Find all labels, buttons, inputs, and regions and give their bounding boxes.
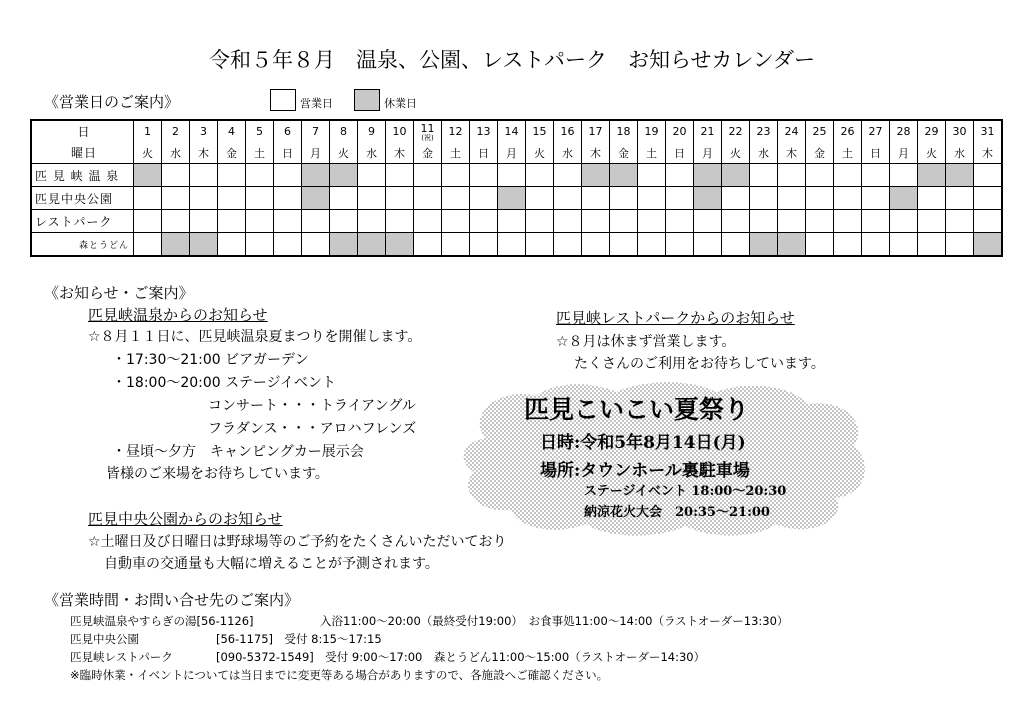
calendar-weekday: 金 [414,142,442,164]
open-day-cell [666,210,694,233]
open-day-cell [330,210,358,233]
calendar-day-number: 12 [442,120,470,142]
open-day-cell [554,210,582,233]
restpark-line: ☆８月は休まず営業します。 [556,334,736,350]
open-day-cell [554,233,582,257]
open-day-cell [694,233,722,257]
restpark-notice-heading: 匹見峡レストパークからのお知らせ [556,309,795,327]
open-day-cell [358,164,386,187]
page-title: 令和５年８月 温泉、公園、レストパーク お知らせカレンダー [209,48,815,72]
closed-day-cell [134,164,162,187]
legend-closed-swatch [354,89,380,111]
contact-park-detail: [56-1175] 受付 8:15～17:15 [216,632,382,646]
open-day-cell [890,164,918,187]
open-day-cell [918,187,946,210]
open-day-cell [722,233,750,257]
closed-day-cell [778,233,806,257]
onsen-line: フラダンス・・・アロハフレンズ [208,421,417,437]
open-day-cell [442,164,470,187]
calendar-day-number: 29 [918,120,946,142]
contact-park-name: 匹見中央公園 [70,632,139,646]
calendar-weekday: 土 [638,142,666,164]
open-day-cell [358,210,386,233]
business-calendar [30,119,1003,257]
open-day-cell [470,210,498,233]
open-day-cell [470,164,498,187]
onsen-notice-heading: 匹見峡温泉からのお知らせ [88,306,268,324]
calendar-day-number: 7 [302,120,330,142]
open-day-cell [218,233,246,257]
open-day-cell [890,210,918,233]
calendar-day-number: 19 [638,120,666,142]
calendar-weekday: 土 [442,142,470,164]
open-day-cell [750,187,778,210]
calendar-weekday: 火 [918,142,946,164]
open-day-cell [162,187,190,210]
open-day-cell [414,210,442,233]
calendar-day-number: 3 [190,120,218,142]
notices-heading: 《お知らせ・ご案内》 [44,284,194,302]
closed-day-cell [974,233,1003,257]
park-line: 自動車の交通量も大幅に増えることが予測されます。 [104,556,439,572]
calendar-facility-row [31,210,1002,233]
open-day-cell [274,233,302,257]
calendar-weekday: 日 [470,142,498,164]
open-day-cell [862,187,890,210]
closed-day-cell [750,233,778,257]
open-day-cell [918,210,946,233]
calendar-weekday: 日 [274,142,302,164]
holiday-mark: (祝) [421,133,434,142]
restpark-line: たくさんのご利用をお待ちしています。 [574,356,825,372]
calendar-day-number: 28 [890,120,918,142]
contact-restpark-detail: [090-5372-1549] 受付 9:00～17:00 森とうどん11:00～15:00（ラストオーダー14:30） [216,650,706,664]
open-day-cell [638,233,666,257]
open-day-cell [246,187,274,210]
open-day-cell [246,233,274,257]
calendar-facility-row [31,164,1002,187]
open-day-cell [778,210,806,233]
open-day-cell [134,187,162,210]
open-day-cell [386,164,414,187]
calendar-weekday-row [31,142,1002,164]
onsen-line: ・昼頃～夕方 キャンピングカー展示会 [112,444,364,460]
open-day-cell [610,233,638,257]
open-day-cell [358,187,386,210]
calendar-day-number: 30 [946,120,974,142]
contact-heading: 《営業時間・お問い合せ先のご案内》 [44,591,300,609]
contact-note: ※臨時休業・イベントについては当日までに変更等ある場合がありますので、各施設へご確認ください。 [70,668,609,682]
open-day-cell [750,210,778,233]
calendar-day-number: 17 [582,120,610,142]
legend-open-label: 営業日 [300,97,333,110]
facility-label: 匹 見 峡 温 泉 [31,164,134,187]
open-day-cell [526,164,554,187]
open-day-cell [974,164,1003,187]
open-day-cell [666,233,694,257]
closed-day-cell [946,164,974,187]
open-day-cell [582,233,610,257]
facility-label: レストパーク [31,210,134,233]
closed-day-cell [890,187,918,210]
closed-day-cell [330,164,358,187]
calendar-weekday: 木 [974,142,1003,164]
calendar-day-number: 20 [666,120,694,142]
festival-fireworks: 納涼花火大会 20:35～21:00 [584,505,770,520]
open-day-cell [946,210,974,233]
open-day-cell [974,187,1003,210]
open-day-cell [554,187,582,210]
festival-place: 場所:タウンホール裏駐車場 [540,461,750,481]
calendar-weekday: 月 [694,142,722,164]
calendar-day-row [31,120,1002,142]
closed-day-cell [302,164,330,187]
open-day-cell [806,210,834,233]
open-day-cell [162,164,190,187]
open-day-cell [442,187,470,210]
open-day-cell [414,187,442,210]
open-day-cell [274,210,302,233]
calendar-day-number: 27 [862,120,890,142]
legend-closed-label: 休業日 [384,97,417,110]
calendar-weekday: 水 [162,142,190,164]
open-day-cell [442,210,470,233]
open-day-cell [386,210,414,233]
open-day-cell [162,210,190,233]
calendar-day-number: 2 [162,120,190,142]
calendar-weekday: 木 [386,142,414,164]
open-day-cell [946,187,974,210]
open-day-cell [246,210,274,233]
open-day-cell [302,233,330,257]
calendar-day-number: 15 [526,120,554,142]
closed-day-cell [694,187,722,210]
calendar-day-number: 26 [834,120,862,142]
legend-open-swatch [270,89,296,111]
contact-onsen-name: 匹見峡温泉やすらぎの湯[56-1126] [70,614,254,628]
calendar-weekday: 木 [190,142,218,164]
open-day-cell [974,210,1003,233]
calendar-facility-row [31,187,1002,210]
calendar-weekday: 火 [526,142,554,164]
open-day-cell [218,164,246,187]
open-day-cell [610,187,638,210]
open-day-cell [890,233,918,257]
open-day-cell [274,164,302,187]
closed-day-cell [610,164,638,187]
open-day-cell [526,233,554,257]
open-day-cell [134,233,162,257]
open-day-cell [862,233,890,257]
open-day-cell [582,210,610,233]
calendar-weekday: 土 [246,142,274,164]
closed-day-cell [918,164,946,187]
open-day-cell [246,164,274,187]
closed-day-cell [302,187,330,210]
closed-day-cell [190,233,218,257]
onsen-line: ・18:00～20:00 ステージイベント [112,375,336,391]
open-day-cell [862,210,890,233]
calendar-day-number: 25 [806,120,834,142]
festival-stage: ステージイベント 18:00～20:30 [584,484,787,499]
calendar-day-number: 4 [218,120,246,142]
onsen-line: ・17:30～21:00 ビアガーデン [112,352,309,368]
open-day-cell [638,187,666,210]
open-day-cell [554,164,582,187]
open-day-cell [302,210,330,233]
festival-date: 日時:令和5年8月14日(月) [540,433,746,453]
park-line: ☆土曜日及び日曜日は野球場等のご予約をたくさんいただいており [88,534,507,550]
open-day-cell [638,164,666,187]
calendar-weekday: 月 [498,142,526,164]
open-day-cell [666,187,694,210]
calendar-day-number: 9 [358,120,386,142]
open-day-cell [330,187,358,210]
open-day-cell [862,164,890,187]
calendar-weekday: 土 [834,142,862,164]
open-day-cell [918,233,946,257]
calendar-weekday: 日 [666,142,694,164]
calendar-weekday: 水 [358,142,386,164]
facility-label: 匹見中央公園 [31,187,134,210]
calendar-weekday: 月 [302,142,330,164]
festival-title: 匹見こいこい夏祭り [524,395,750,424]
calendar-day-number: 31 [974,120,1003,142]
calendar-facility-row [31,233,1002,257]
calendar-day-number: 22 [722,120,750,142]
open-day-cell [414,233,442,257]
calendar-day-number: 16 [554,120,582,142]
open-day-cell [498,210,526,233]
calendar-weekday: 木 [778,142,806,164]
calendar-weekday-label: 曜日 [31,142,134,164]
closed-day-cell [694,164,722,187]
calendar-weekday: 金 [610,142,638,164]
open-day-cell [470,187,498,210]
open-day-cell [218,187,246,210]
calendar-day-number: 10 [386,120,414,142]
contact-restpark-name: 匹見峡レストパーク [70,650,173,664]
open-day-cell [834,210,862,233]
open-day-cell [750,164,778,187]
business-days-heading: 《営業日のご案内》 [44,93,180,111]
calendar-day-number: 18 [610,120,638,142]
open-day-cell [582,187,610,210]
calendar-weekday: 木 [582,142,610,164]
onsen-line: ☆８月１１日に、匹見峡温泉夏まつりを開催します。 [88,329,422,345]
open-day-cell [218,210,246,233]
park-notice-heading: 匹見中央公園からのお知らせ [88,510,283,528]
contact-onsen-detail: 入浴11:00～20:00（最終受付19:00） お食事処11:00～14:00（ラストオーダー13:30） [320,614,789,628]
open-day-cell [442,233,470,257]
calendar-day-label: 日 [31,120,134,142]
calendar-day-number: 5 [246,120,274,142]
calendar-day-number: 21 [694,120,722,142]
calendar-weekday: 水 [554,142,582,164]
calendar-weekday: 火 [722,142,750,164]
open-day-cell [190,187,218,210]
calendar-day-number: 6 [274,120,302,142]
closed-day-cell [582,164,610,187]
open-day-cell [722,210,750,233]
closed-day-cell [386,233,414,257]
open-day-cell [806,233,834,257]
open-day-cell [498,164,526,187]
calendar-weekday: 水 [750,142,778,164]
calendar-weekday: 日 [862,142,890,164]
open-day-cell [778,164,806,187]
open-day-cell [610,210,638,233]
calendar-weekday: 金 [218,142,246,164]
closed-day-cell [722,164,750,187]
open-day-cell [834,187,862,210]
calendar-weekday: 月 [890,142,918,164]
open-day-cell [526,187,554,210]
calendar-weekday: 水 [946,142,974,164]
facility-label: 森とうどん [31,233,134,257]
closed-day-cell [358,233,386,257]
open-day-cell [834,233,862,257]
open-day-cell [806,164,834,187]
open-day-cell [498,233,526,257]
calendar-weekday: 金 [806,142,834,164]
calendar-day-number: 23 [750,120,778,142]
onsen-line: 皆様のご来場をお待ちしています。 [106,466,329,482]
onsen-line: コンサート・・・トライアングル [208,398,416,414]
calendar-day-number: 11 (祝) [414,120,442,142]
open-day-cell [190,210,218,233]
open-day-cell [414,164,442,187]
open-day-cell [666,164,694,187]
calendar-day-number: 8 [330,120,358,142]
closed-day-cell [330,233,358,257]
open-day-cell [190,164,218,187]
calendar-day-number: 1 [134,120,162,142]
open-day-cell [134,210,162,233]
calendar-weekday: 火 [134,142,162,164]
calendar-day-number: 14 [498,120,526,142]
open-day-cell [386,187,414,210]
open-day-cell [806,187,834,210]
open-day-cell [778,187,806,210]
calendar-weekday: 火 [330,142,358,164]
open-day-cell [526,210,554,233]
calendar-day-number: 13 [470,120,498,142]
open-day-cell [274,187,302,210]
closed-day-cell [498,187,526,210]
calendar-day-number: 24 [778,120,806,142]
open-day-cell [834,164,862,187]
closed-day-cell [162,233,190,257]
open-day-cell [470,233,498,257]
open-day-cell [694,210,722,233]
open-day-cell [946,233,974,257]
open-day-cell [638,210,666,233]
open-day-cell [722,187,750,210]
